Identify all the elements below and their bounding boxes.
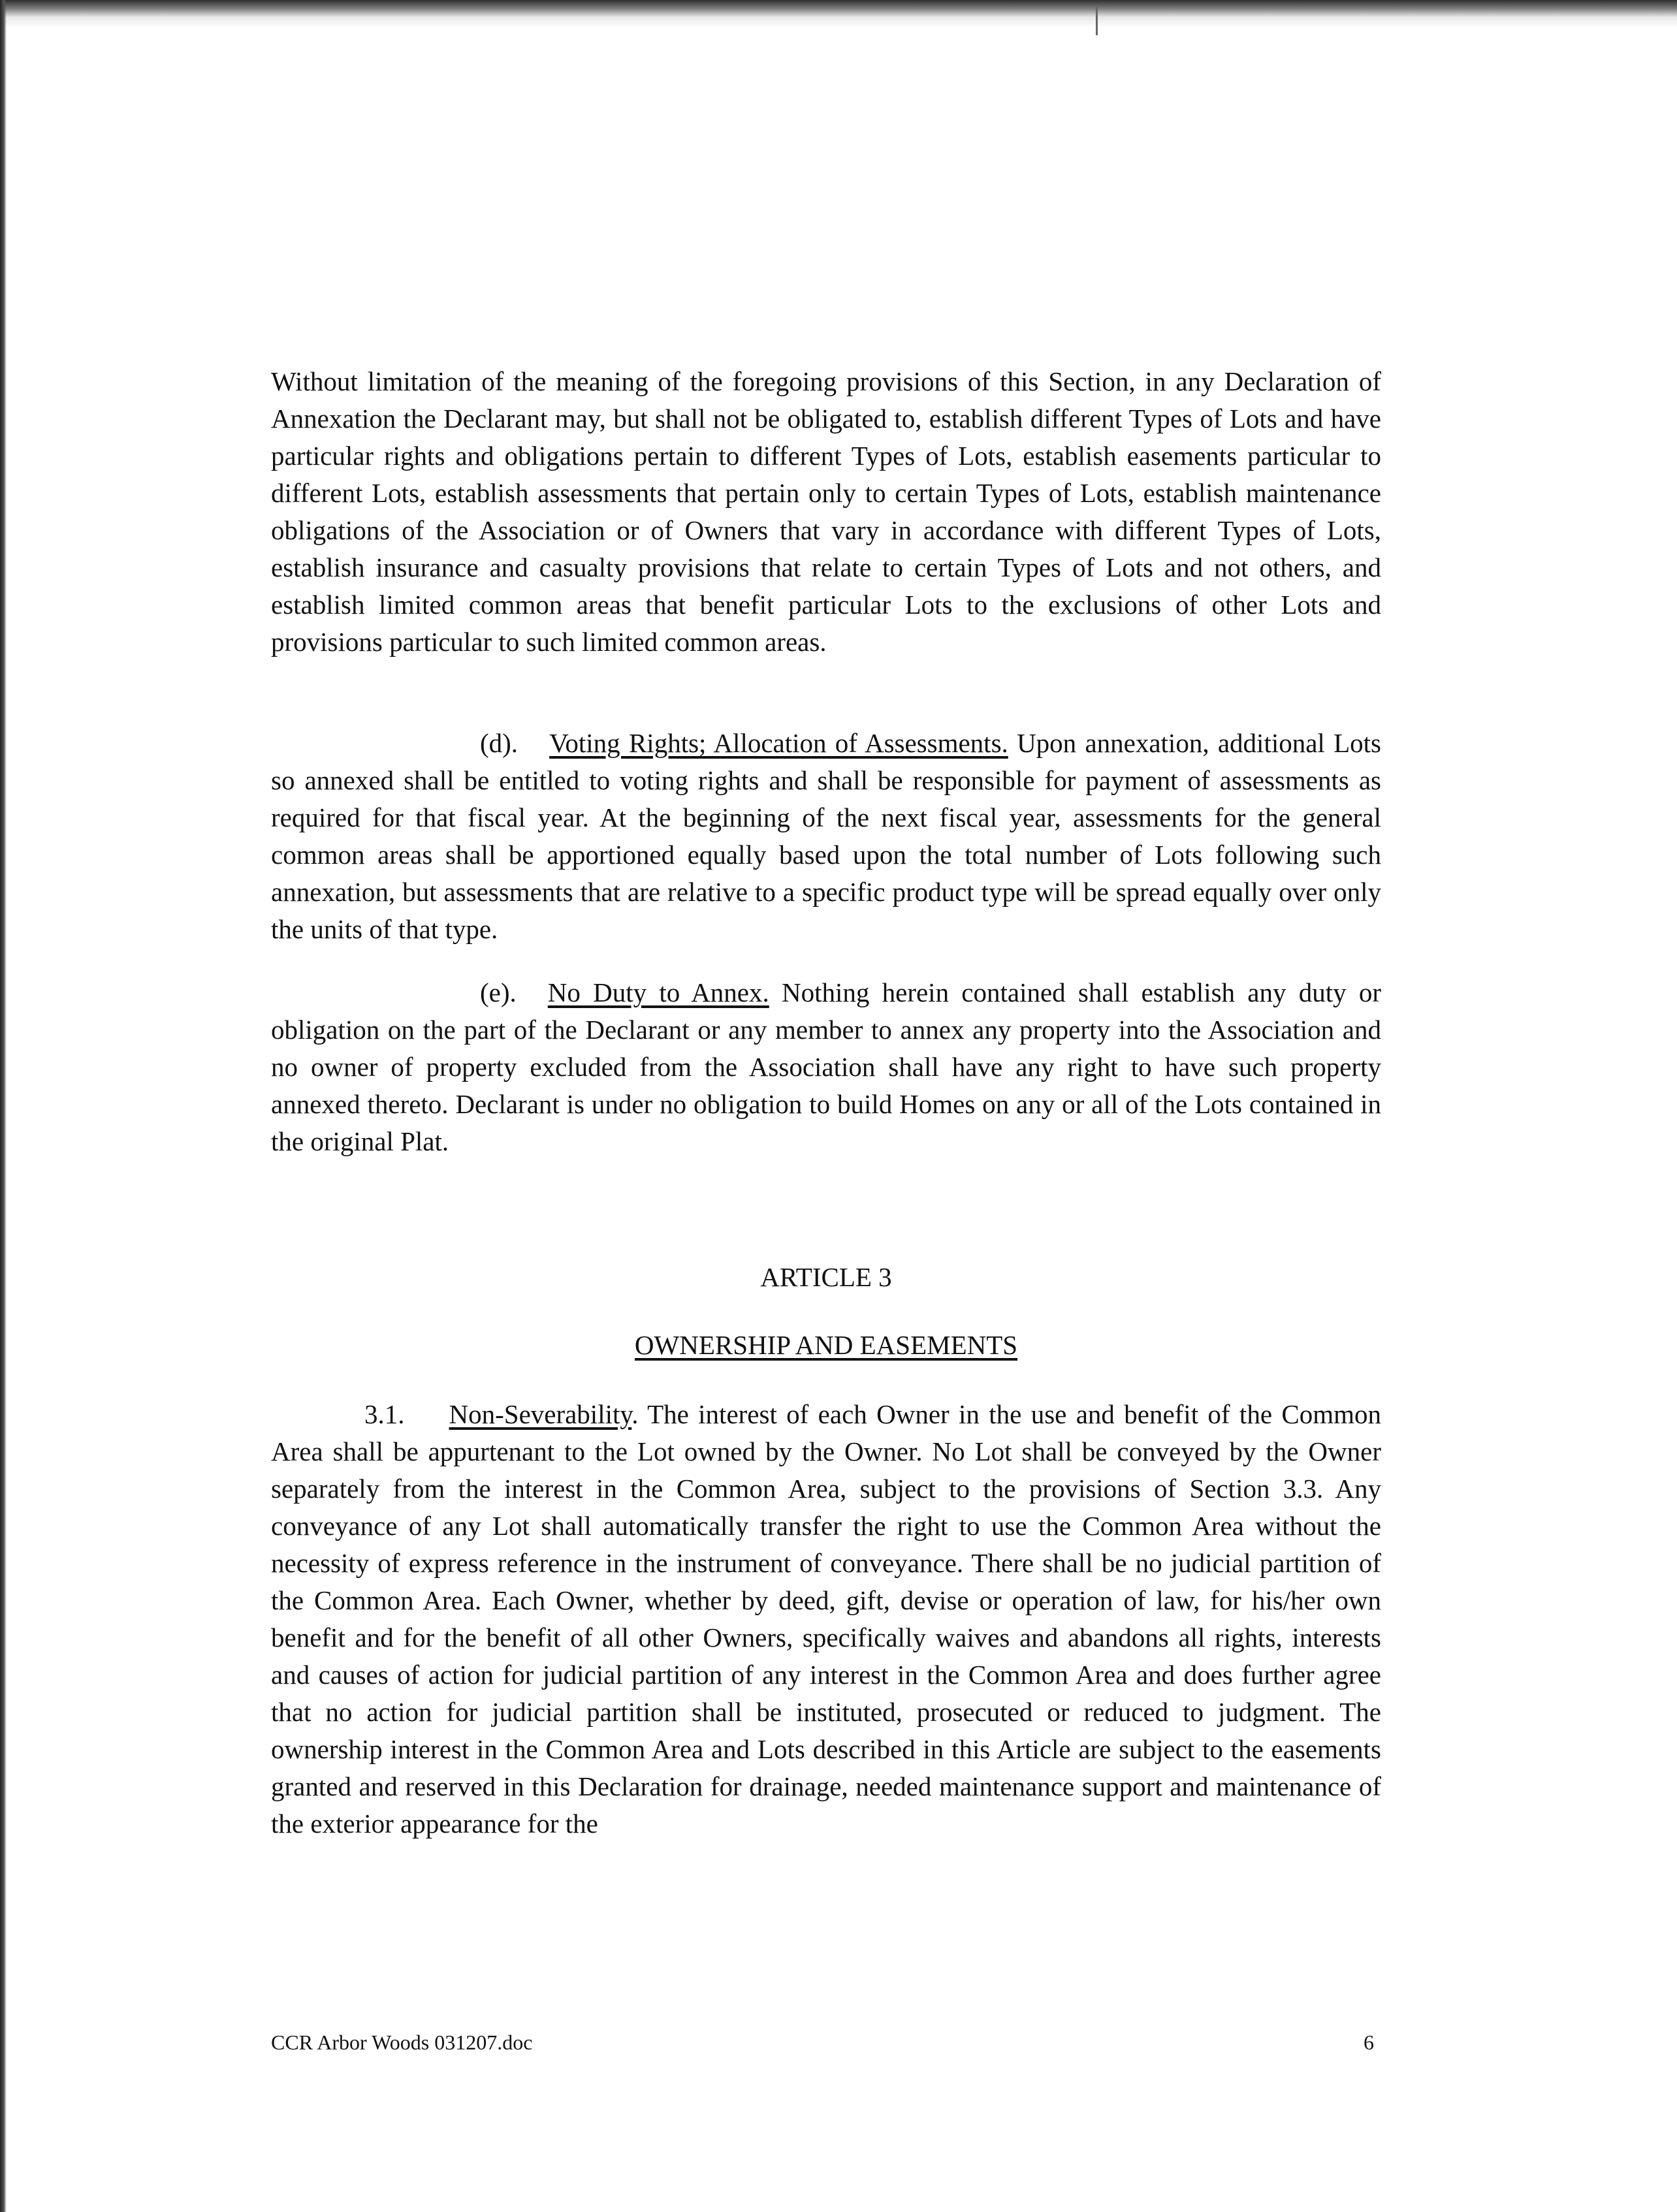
section-e: [271, 974, 1381, 1160]
section-e-body: Nothing herein contained shall establish any duty or obligation on the part of the Declarant or any member to annex any property into the Association and no owner of property excluded from the Association shall have any right to have such property annexed thereto. Declarant is under no obligation to build Homes on any or all of the Lots contained in the original Plat.: [271, 977, 1381, 1156]
section-d-body: Upon annexation, additional Lots so annexed shall be entitled to voting rights and shall be responsible for payment of assessments as required for that fiscal year. At the beginning of the next fiscal year, assessments for the general common areas shall be apportioned equally based upon the total number of Lots following such annexation, but assessments that are relative to a specific product type will be spread equally over only the units of that type.: [271, 728, 1381, 944]
section-3-1: [271, 1396, 1381, 1842]
footer-page-number: 6: [1364, 2030, 1374, 2054]
article-subtitle-text: OWNERSHIP AND EASEMENTS: [634, 1330, 1018, 1360]
section-e-number: (e).: [480, 977, 517, 1007]
footer-filename: CCR Arbor Woods 031207.doc: [271, 2030, 533, 2054]
section-d-heading: Voting Rights; Allocation of Assessments.: [549, 728, 1008, 758]
section-d: [271, 725, 1381, 948]
section-3-1-body: . The interest of each Owner in the use and benefit of the Common Area shall be appurtenant to the Lot owned by the Owner. No Lot shall be conveyed by the Owner separately from the interest in the Common Area, subject to the provisions of Section 3.3. Any conveyance of any Lot shall automatically transfer the right to use the Common Area without the necessity of express reference in the instrument of conveyance. There shall be no judicial partition of the Common Area. Each Owner, whether by deed, gift, devise or operation of law, for his/her own benefit and for the benefit of all other Owners, specifically waives and abandons all rights, interests and causes of action for judicial partition of any interest in the Common Area and does further agree that no action for judicial partition shall be instituted, prosecuted or reduced to judgment. The ownership interest in the Common Area and Lots described in this Article are subject to the easements granted and reserved in this Declaration for drainage, needed maintenance support and maintenance of the exterior appearance for the: [271, 1399, 1381, 1839]
section-3-1-number: 3.1.: [364, 1399, 405, 1429]
section-d-number: (d).: [480, 728, 519, 758]
scan-left-edge: [0, 0, 7, 2212]
section-3-1-heading: Non-Severability: [449, 1399, 632, 1429]
article-subtitle: [271, 1327, 1381, 1364]
article-title: ARTICLE 3: [760, 1262, 892, 1292]
document-page: [271, 0, 1381, 2212]
section-e-heading: No Duty to Annex.: [547, 977, 769, 1007]
paragraph-intro: Without limitation of the meaning of the foregoing provisions of this Section, in any Declaration of Annexation the Declarant may, but shall not be obligated to, establish different Types of Lots and have particular rights and obligations pertain to different Types of Lots, establish easements particular to different Lots, establish assessments that pertain only to certain Types of Lots, establish maintenance obligations of the Association or of Owners that vary in accordance with different Types of Lots, establish insurance and casualty provisions that relate to certain Types of Lots and not others, and establish limited common areas that benefit particular Lots to the exclusions of other Lots and provisions particular to such limited common areas.: [271, 366, 1381, 657]
